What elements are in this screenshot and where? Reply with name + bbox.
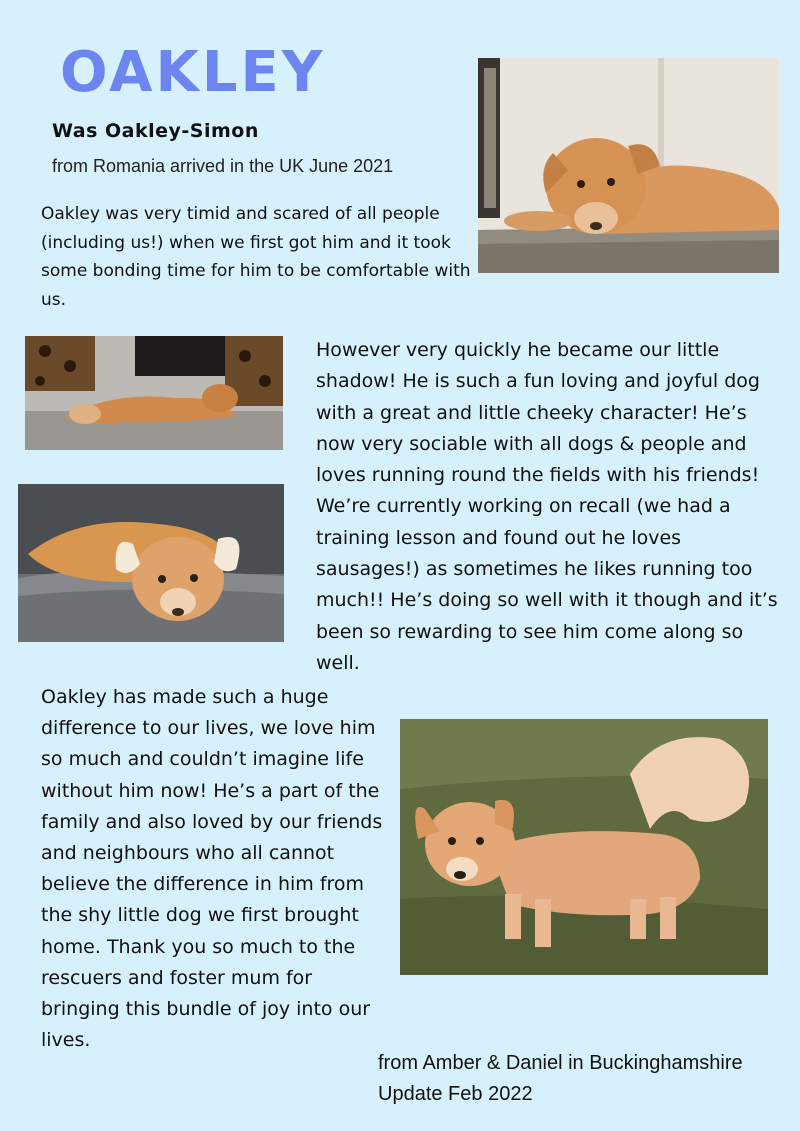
- photo-dog-on-bed: [478, 58, 779, 273]
- photo-dog-on-grass: [400, 719, 768, 975]
- photo-dog-fluffy-ears: [18, 484, 284, 642]
- closing-paragraph: Oakley has made such a huge difference to our lives, we love him so much and couldn’t imagine life without him now! He’s a part of the family and also loved by our friends and neighbours who all cannot believe the difference in him from the shy little dog we first brought home. Thank you so much to the rescuers and foster mum for bringing this bundle of joy into our lives.: [41, 686, 383, 1052]
- photo-dog-on-sofa: [25, 336, 283, 450]
- origin-line: from Romania arrived in the UK June 2021: [52, 156, 394, 176]
- signature-update: Update Feb 2022: [378, 1083, 533, 1105]
- progress-paragraph: However very quickly he became our little shadow! He is such a fun loving and joyful dog with a great and little cheeky character! He’s now very sociable with all dogs & people and loves running round the fields with his friends! We’re currently working on recall (we had a training lesson and found out he loves sausages!) as sometimes he likes running too much!! He’s doing so well with it though and it’s been so rewarding to see him come along so well.: [316, 339, 778, 674]
- page-title: OAKLEY: [60, 40, 326, 105]
- intro-paragraph: Oakley was very timid and scared of all people (including us!) when we first got him and it took some bonding time for him to be comfortable with us.: [41, 204, 471, 310]
- subtitle: Was Oakley-Simon: [52, 120, 259, 142]
- signature-from: from Amber & Daniel in Buckinghamshire: [378, 1052, 743, 1074]
- signature: [378, 1048, 743, 1110]
